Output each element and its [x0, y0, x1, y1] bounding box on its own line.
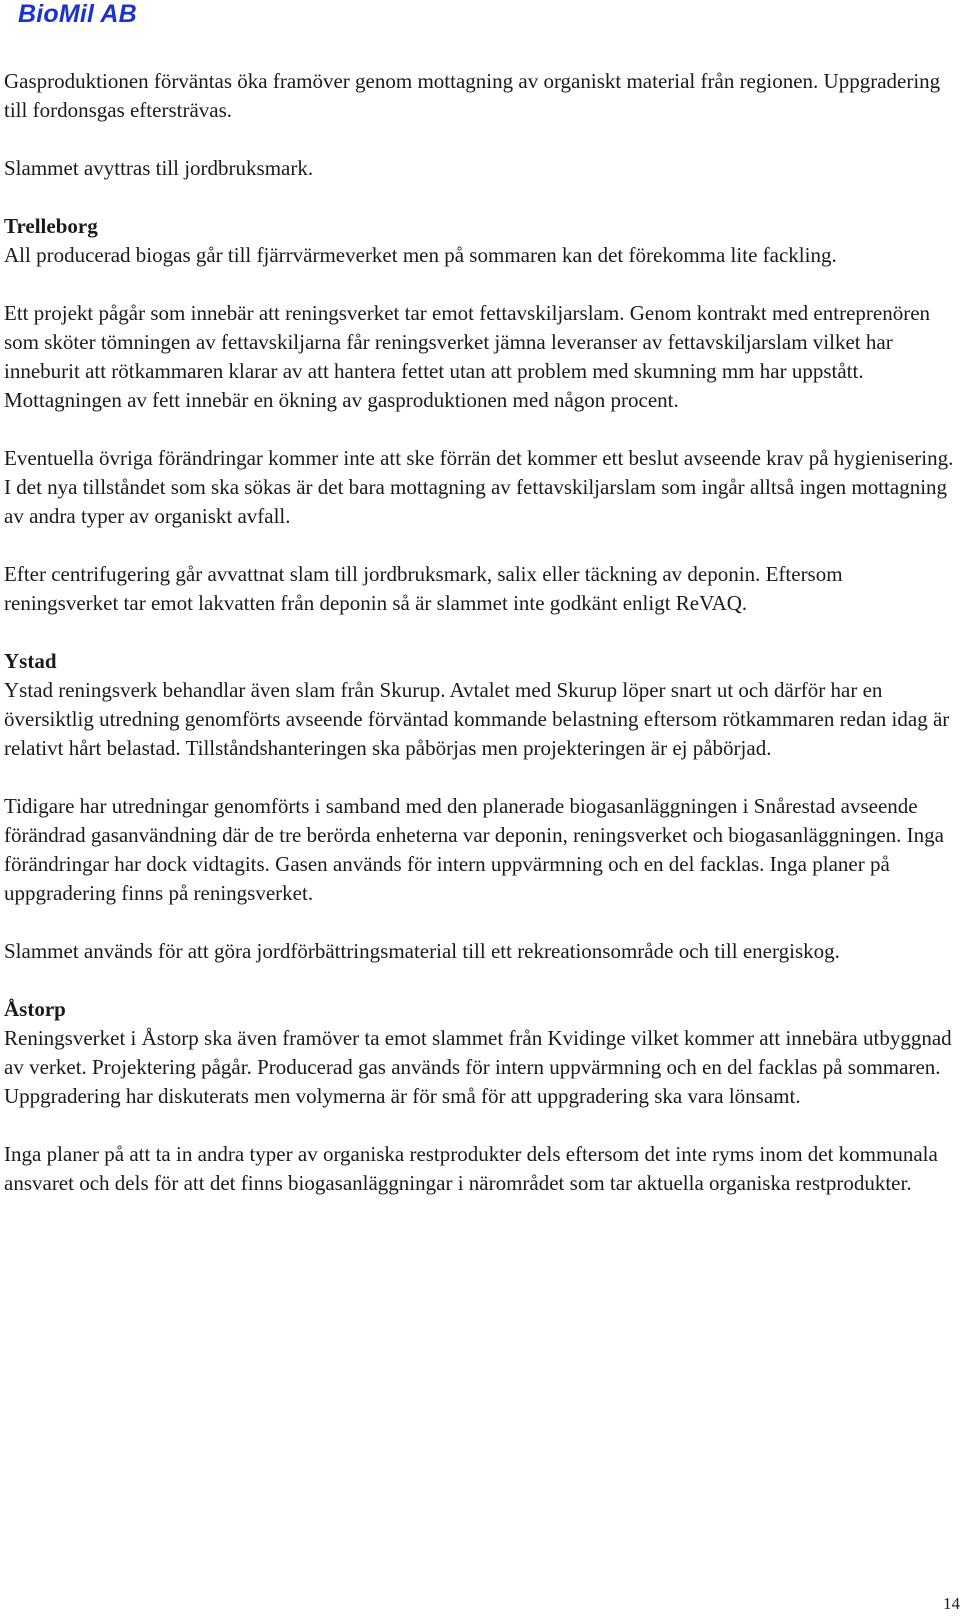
paragraph-centrifugering: [4, 560, 954, 618]
paragraph-text: Ett projekt pågår som innebär att reningsverket tar emot fettavskiljarslam. Genom kontrakt med entreprenören som sköter tömningen av fettavskiljarna får reningsverket jämna leveranser av fettavskiljarslam vilket har inneburit att rötkammaren klarar av att hantera fettet utan att problem med skumning mm har uppstått. Mottagningen av fett innebär en ökning av gasproduktionen med någon procent.: [4, 301, 931, 412]
section-heading-ystad: Ystad: [4, 649, 57, 673]
section-heading-astorp: Åstorp: [4, 997, 66, 1021]
paragraph-text: Slammet används för att göra jordförbättringsmaterial till ett rekreationsområde och till energiskog.: [4, 939, 840, 963]
company-logo: BioMil AB: [18, 0, 137, 28]
paragraph-ovriga-forandringar: [4, 444, 954, 531]
paragraph-text: Inga planer på att ta in andra typer av organiska restprodukter dels eftersom det inte ryms inom det kommunala ansvaret och dels för att det finns biogasanläggningar i närområdet som tar aktuella organiska restprodukter.: [4, 1142, 938, 1195]
paragraph-text: All producerad biogas går till fjärrvärmeverket men på sommaren kan det förekomma lite fackling.: [4, 243, 837, 267]
paragraph-gasproduktion: [4, 67, 954, 125]
paragraph-tidigare-utredningar: [4, 792, 954, 908]
section-astorp: [4, 995, 954, 1111]
paragraph-slammet-avyttras: [4, 154, 954, 183]
paragraph-text: Slammet avyttras till jordbruksmark.: [4, 156, 314, 180]
paragraph-projekt-fettavskiljarslam: [4, 299, 954, 415]
paragraph-text: Ystad reningsverk behandlar även slam från Skurup. Avtalet med Skurup löper snart ut och därför har en översiktlig utredning genomförts avseende förväntad kommande belastning eftersom rötkammaren redan idag är relativt hårt belastad. Tillståndshanteringen ska påbörjas men projekteringen är ej påbörjad.: [4, 678, 950, 760]
section-trelleborg: [4, 212, 954, 270]
section-heading-trelleborg: Trelleborg: [4, 214, 98, 238]
paragraph-text: Eventuella övriga förändringar kommer inte att ske förrän det kommer ett beslut avseende krav på hygienisering. I det nya tillståndet som ska sökas är det bara mottagning av fettavskiljarslam som ingår alltså ingen mottagning av andra typer av organiskt avfall.: [4, 446, 954, 528]
document-body: [4, 67, 954, 1227]
paragraph-text: Tidigare har utredningar genomförts i samband med den planerade biogasanläggningen i Snårestad avseende förändrad gasanvändning där de tre berörda enheterna var deponin, reningsverket och biogasanläggningen. Inga förändringar har dock vidtagits. Gasen används för intern uppvärmning och en del facklas. Inga planer på uppgradering finns på reningsverket.: [4, 794, 944, 905]
paragraph-text: Efter centrifugering går avvattnat slam till jordbruksmark, salix eller täckning av deponin. Eftersom reningsverket tar emot lakvatten från deponin så är slammet inte godkänt enligt ReVAQ.: [4, 562, 843, 615]
paragraph-jordforbattring: [4, 937, 954, 966]
paragraph-text: Reningsverket i Åstorp ska även framöver ta emot slammet från Kvidinge vilket kommer att innebära utbyggnad av verket. Projektering pågår. Producerad gas används för intern uppvärmning och en del facklas på sommaren. Uppgradering har diskuterats men volymerna är för små för att uppgradering ska vara lönsamt.: [4, 1026, 952, 1108]
page-number: 14: [943, 1594, 960, 1613]
paragraph-text: Gasproduktionen förväntas öka framöver genom mottagning av organiskt material från regionen. Uppgradering till fordonsgas eftersträvas.: [4, 69, 941, 122]
paragraph-inga-planer: [4, 1140, 954, 1198]
section-ystad: [4, 647, 954, 763]
